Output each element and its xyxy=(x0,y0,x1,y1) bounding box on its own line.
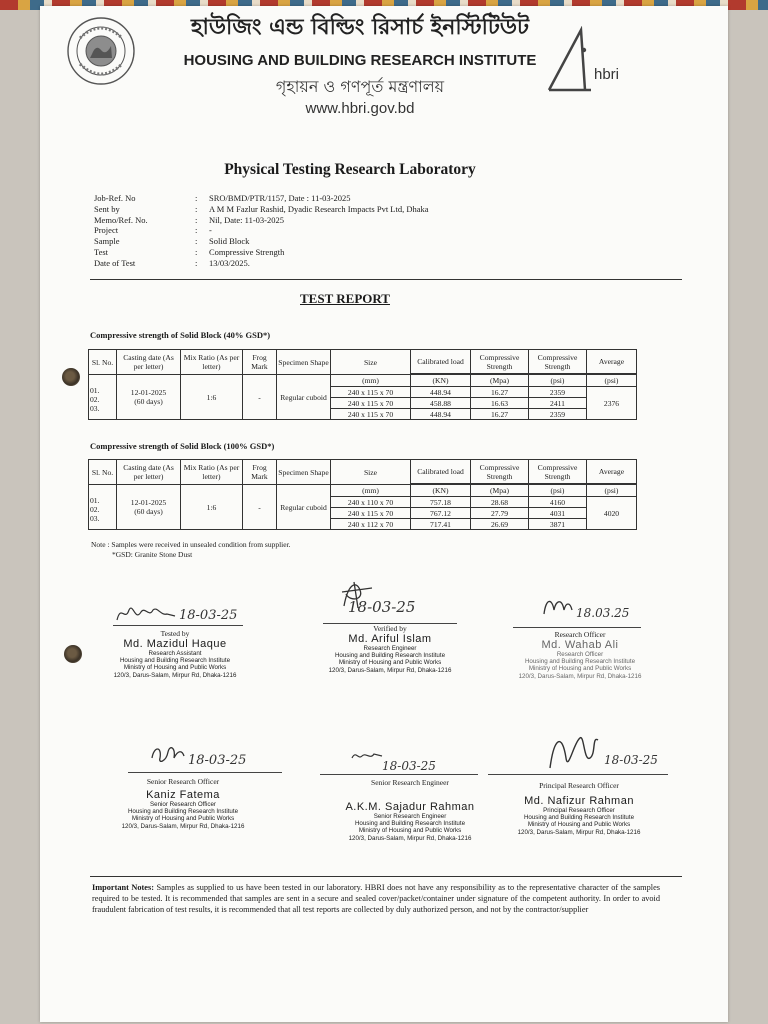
frog-mark-cell: - xyxy=(243,485,277,530)
sl-value: 01. xyxy=(90,496,100,505)
header-cell: Compressive Strength xyxy=(529,460,587,484)
government-seal-icon xyxy=(66,16,136,86)
casting-date-cell xyxy=(117,485,181,530)
detail-label: Sent by xyxy=(94,203,120,214)
psi-cell: 4031 xyxy=(529,508,587,519)
signature-block-verified-by xyxy=(315,624,465,674)
mpa-cell: 16.63 xyxy=(471,398,529,409)
specimen-shape-cell: Regular cuboid xyxy=(277,485,331,530)
signatory-role: Principal Research Officer xyxy=(539,781,619,790)
header-row xyxy=(89,350,637,374)
unit-cell: (psi) xyxy=(529,375,587,387)
frog-mark-cell: - xyxy=(243,375,277,420)
detail-row: Test : Compressive Strength xyxy=(94,247,629,258)
signatory-ministry: Ministry of Housing and Public Works xyxy=(338,659,442,667)
results-table-40-gsd xyxy=(88,349,637,420)
psi-cell: 3871 xyxy=(529,519,587,530)
sl-value: 02. xyxy=(90,505,100,514)
results-table-100-gsd xyxy=(88,459,637,530)
signatory-org: Housing and Building Research Institute xyxy=(334,652,446,660)
signatory-org: Housing and Building Research Institute xyxy=(354,820,466,828)
detail-label: Project xyxy=(94,225,119,236)
header-cell: Frog Mark xyxy=(243,350,277,375)
laboratory-title: Physical Testing Research Laboratory xyxy=(224,161,476,178)
detail-row: Project : - xyxy=(94,225,629,236)
signature-scribble-icon xyxy=(113,598,243,628)
signature-block-principal-research-officer xyxy=(504,781,654,836)
detail-value: - xyxy=(209,225,212,236)
signatory-title: Senior Research Officer xyxy=(150,801,216,808)
signature-block-senior-research-officer xyxy=(108,777,258,830)
casting-date: 12-01-2025 xyxy=(130,498,167,507)
hbri-logo-icon xyxy=(543,26,633,96)
signatory-name: Md. Wahab Ali xyxy=(541,639,619,651)
punch-hole-icon xyxy=(64,645,82,663)
signature-block-research-officer xyxy=(505,630,655,680)
important-notes xyxy=(92,882,660,915)
signatory-title: Principal Research Officer xyxy=(543,807,615,814)
report-title: TEST REPORT xyxy=(300,291,390,306)
svg-text:18-03-25: 18-03-25 xyxy=(348,598,416,616)
sl-cell xyxy=(89,485,117,530)
signatory-ministry: Ministry of Housing and Public Works xyxy=(123,664,227,672)
signatory-ministry: Ministry of Housing and Public Works xyxy=(528,665,632,673)
job-details xyxy=(94,193,629,269)
svg-text:18-03-25: 18-03-25 xyxy=(604,753,658,767)
signature-scribble-icon xyxy=(544,728,669,776)
signatory-org: Housing and Building Research Institute xyxy=(119,657,231,665)
detail-label: Test xyxy=(94,246,109,257)
signature-block-tested-by xyxy=(100,629,250,679)
load-cell: 448.94 xyxy=(411,387,471,398)
casting-age: (60 days) xyxy=(134,507,163,516)
signatory-address: 120/3, Darus-Salam, Mirpur Rd, Dhaka-1216 xyxy=(517,828,641,836)
size-cell: 240 x 112 x 70 xyxy=(331,519,411,530)
signatory-org: Housing and Building Research Institute xyxy=(127,808,239,816)
mpa-cell: 16.27 xyxy=(471,409,529,420)
signatory-role: Research Officer xyxy=(554,630,606,639)
signature-scribble-icon xyxy=(348,744,448,774)
size-cell: 240 x 115 x 70 xyxy=(331,387,411,398)
signatory-role: Verified by xyxy=(373,624,407,633)
table-title: Compressive strength of Solid Block (40% GSD*) xyxy=(90,330,271,340)
header-cell: Casting date (As per letter) xyxy=(117,460,181,485)
institute-title-english: HOUSING AND BUILDING RESEARCH INSTITUTE xyxy=(183,52,537,69)
logo-text: hbri xyxy=(594,66,620,83)
detail-value: 13/03/2025. xyxy=(209,257,250,268)
svg-text:18-03-25: 18-03-25 xyxy=(179,608,238,623)
signatory-address: 120/3, Darus-Salam, Mirpur Rd, Dhaka-1216 xyxy=(348,834,472,842)
signatory-name: Md. Nafizur Rahman xyxy=(524,795,634,807)
header-cell: Frog Mark xyxy=(243,460,277,485)
detail-label: Memo/Ref. No. xyxy=(94,214,148,225)
psi-cell: 2359 xyxy=(529,387,587,398)
sample-note xyxy=(91,540,291,560)
detail-value: A M M Fazlur Rashid, Dyadic Research Impacts Pvt Ltd, Dhaka xyxy=(209,203,429,214)
psi-cell: 2359 xyxy=(529,409,587,420)
casting-date-cell xyxy=(117,375,181,420)
svg-text:18-03-25: 18-03-25 xyxy=(382,759,436,773)
unit-cell: (psi) xyxy=(587,485,637,497)
load-cell: 767.12 xyxy=(411,508,471,519)
header-cell: Casting date (As per letter) xyxy=(117,350,181,375)
header-cell: Calibrated load xyxy=(411,350,471,374)
signatory-title: Research Engineer xyxy=(363,645,417,652)
svg-text:18.03.25: 18.03.25 xyxy=(576,606,630,620)
load-cell: 717.41 xyxy=(411,519,471,530)
sl-value: 02. xyxy=(90,395,100,404)
signature-scribble-icon xyxy=(148,738,258,770)
load-cell: 448.94 xyxy=(411,409,471,420)
signatory-name: Md. Mazidul Haque xyxy=(123,638,227,650)
unit-cell: (Mpa) xyxy=(471,485,529,497)
sl-value: 03. xyxy=(90,514,100,523)
punch-hole-icon xyxy=(62,368,80,386)
unit-cell: (mm) xyxy=(331,485,411,497)
unit-row xyxy=(89,375,637,387)
signatory-name: Kaniz Fatema xyxy=(146,789,220,801)
signature-scribble-icon xyxy=(540,592,640,622)
ministry-name-bangla: গৃহায়ন ও গণপূর্ত মন্ত্রণালয় xyxy=(275,77,445,96)
detail-row: Date of Test : 13/03/2025. xyxy=(94,258,629,269)
signatory-address: 120/3, Darus-Salam, Mirpur Rd, Dhaka-1216 xyxy=(113,671,237,679)
signature-line xyxy=(128,772,282,773)
signature-line xyxy=(113,625,243,626)
header-cell: Mix Ratio (As per letter) xyxy=(181,350,243,375)
header-cell: Compressive Strength xyxy=(471,350,529,374)
sl-value: 03. xyxy=(90,404,100,413)
note-line: Note : Samples were received in unsealed condition from supplier. xyxy=(91,540,291,549)
website-url: www.hbri.gov.bd xyxy=(305,100,415,117)
header-cell: Average xyxy=(587,460,637,484)
detail-value: Solid Block xyxy=(209,236,250,247)
mpa-cell: 16.27 xyxy=(471,387,529,398)
detail-label: Job-Ref. No xyxy=(94,193,136,203)
mpa-cell: 28.68 xyxy=(471,497,529,508)
signatory-org: Housing and Building Research Institute xyxy=(524,658,636,666)
signatory-name: Md. Ariful Islam xyxy=(348,633,432,645)
header-row xyxy=(89,460,637,484)
detail-label: Date of Test xyxy=(94,257,136,268)
important-notes-label: Important Notes: xyxy=(92,883,154,892)
unit-cell: (KN) xyxy=(411,375,471,387)
important-notes-text: Samples as supplied to us have been tested in our laboratory. HBRI does not have any responsibility as to the representative character of the samples required to be tested. It is recommended that samples are sent in a secure and sealed cover/packet/container under signature of the competent authority. In order to avoid fraudulent fabrication of test results, it is recommended that all test reports are collected by duly authorized person, and not by the contractor/supplier xyxy=(92,883,661,914)
header-cell: Mix Ratio (As per letter) xyxy=(181,460,243,485)
signatory-title: Research Assistant xyxy=(148,650,202,657)
header-cell: Sl. No. xyxy=(89,460,117,485)
unit-cell: (psi) xyxy=(587,375,637,387)
header-cell: Calibrated load xyxy=(411,460,471,484)
header-cell: Specimen Shape xyxy=(277,460,331,485)
signatory-address: 120/3, Darus-Salam, Mirpur Rd, Dhaka-1216 xyxy=(518,672,642,680)
signatory-ministry: Ministry of Housing and Public Works xyxy=(358,827,462,835)
unit-cell: (Mpa) xyxy=(471,375,529,387)
mix-ratio-cell: 1:6 xyxy=(181,375,243,420)
signatory-address: 120/3, Darus-Salam, Mirpur Rd, Dhaka-1216 xyxy=(121,822,245,830)
detail-row: Memo/Ref. No. : Nil, Date: 11-03-2025 xyxy=(94,215,629,226)
divider xyxy=(90,876,682,877)
signature-line xyxy=(513,627,641,628)
specimen-shape-cell: Regular cuboid xyxy=(277,375,331,420)
signatory-title: Senior Research Engineer xyxy=(373,813,447,820)
signature-date-handwriting xyxy=(346,592,436,620)
psi-cell: 4160 xyxy=(529,497,587,508)
detail-row: Sample : Solid Block xyxy=(94,236,629,247)
table-title: Compressive strength of Solid Block (100% GSD*) xyxy=(90,441,275,451)
signatory-ministry: Ministry of Housing and Public Works xyxy=(131,815,235,823)
mix-ratio-cell: 1:6 xyxy=(181,485,243,530)
detail-row: Job-Ref. No : SRO/BMD/PTR/1157, Date : 11-03-2025 xyxy=(94,193,629,204)
signatory-ministry: Ministry of Housing and Public Works xyxy=(527,821,631,829)
signature-block-senior-research-engineer xyxy=(335,778,485,842)
average-cell: 4020 xyxy=(587,497,637,530)
unit-row xyxy=(89,485,637,497)
sl-cell xyxy=(89,375,117,420)
mpa-cell: 26.69 xyxy=(471,519,529,530)
svg-text:18-03-25: 18-03-25 xyxy=(188,753,247,768)
signatory-address: 120/3, Darus-Salam, Mirpur Rd, Dhaka-1216 xyxy=(328,666,452,674)
signature-line xyxy=(320,774,478,775)
detail-label: Sample xyxy=(94,236,120,247)
signatory-title: Research Officer xyxy=(556,651,604,658)
unit-cell: (KN) xyxy=(411,485,471,497)
unit-cell: (mm) xyxy=(331,375,411,387)
size-cell: 240 x 115 x 70 xyxy=(331,508,411,519)
header-cell: Compressive Strength xyxy=(471,460,529,484)
load-cell: 458.88 xyxy=(411,398,471,409)
size-cell: 240 x 115 x 70 xyxy=(331,398,411,409)
mpa-cell: 27.79 xyxy=(471,508,529,519)
load-cell: 757.18 xyxy=(411,497,471,508)
detail-value: Nil, Date: 11-03-2025 xyxy=(209,214,284,225)
header-cell: Specimen Shape xyxy=(277,350,331,375)
detail-row: Sent by : A M M Fazlur Rashid, Dyadic Research Impacts Pvt Ltd, Dhaka xyxy=(94,204,629,215)
casting-age: (60 days) xyxy=(134,397,163,406)
institute-title-bangla: হাউজিং এন্ড বিল্ডিং রিসার্চ ইনস্টিটিউট xyxy=(190,15,530,40)
sl-value: 01. xyxy=(90,386,100,395)
psi-cell: 2411 xyxy=(529,398,587,409)
signatory-role: Tested by xyxy=(160,629,190,638)
size-cell: 240 x 115 x 70 xyxy=(331,409,411,420)
divider xyxy=(90,279,682,280)
detail-value: Compressive Strength xyxy=(209,246,285,257)
signatory-name: A.K.M. Sajadur Rahman xyxy=(345,801,475,813)
signatory-org: Housing and Building Research Institute xyxy=(523,814,635,822)
header-cell: Compressive Strength xyxy=(529,350,587,374)
header-cell: Size xyxy=(331,350,411,375)
average-cell: 2376 xyxy=(587,387,637,420)
note-line: *GSD: Granite Stone Dust xyxy=(112,550,193,559)
signatory-role: Senior Research Officer xyxy=(146,777,220,786)
header-cell: Size xyxy=(331,460,411,485)
signature-line xyxy=(488,774,668,775)
unit-cell: (psi) xyxy=(529,485,587,497)
detail-value: SRO/BMD/PTR/1157, Date : 11-03-2025 xyxy=(209,193,351,203)
size-cell: 240 x 110 x 70 xyxy=(331,497,411,508)
casting-date: 12-01-2025 xyxy=(130,388,167,397)
signatory-role: Senior Research Engineer xyxy=(371,778,449,787)
header-cell: Sl. No. xyxy=(89,350,117,375)
header-cell: Average xyxy=(587,350,637,374)
